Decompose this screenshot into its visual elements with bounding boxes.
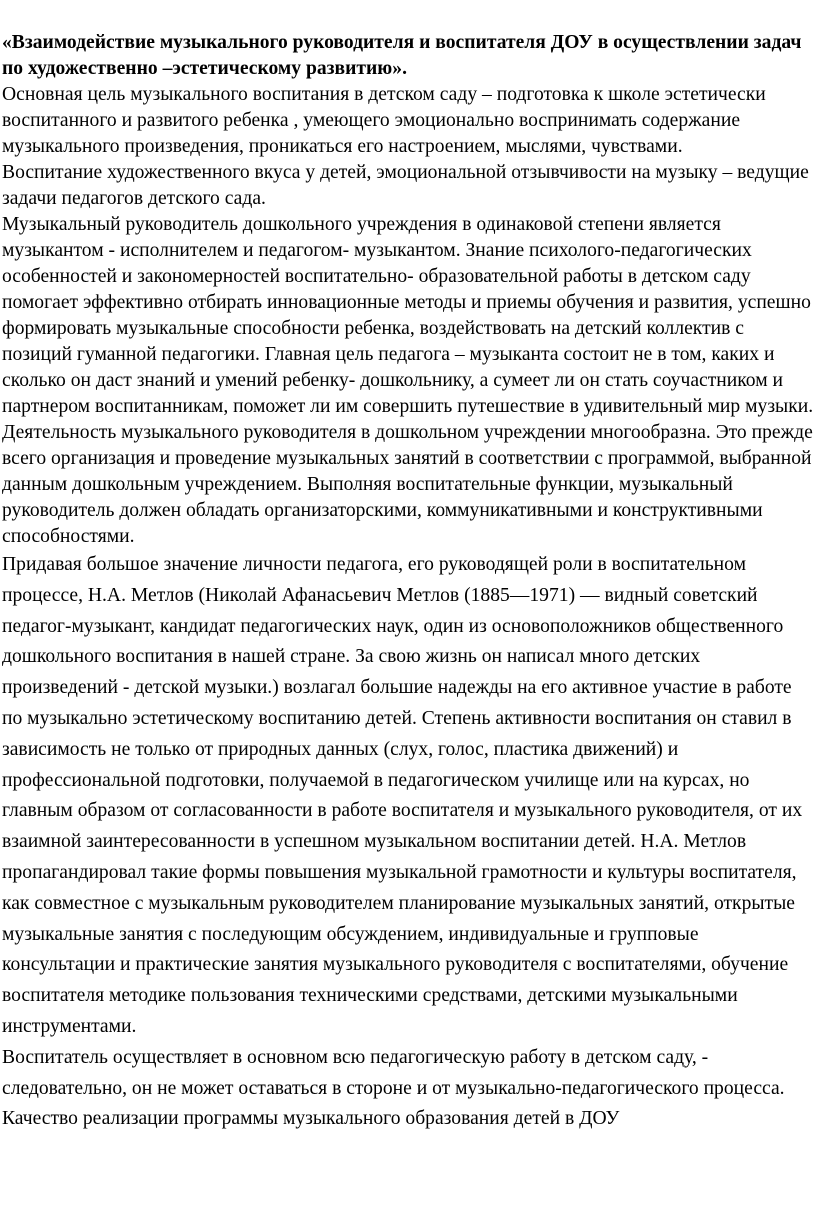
paragraph-goal: Основная цель музыкального воспитания в детском саду – подготовка к школе эстетически воспитанного и развитого ребенка , умеющего эмоционально воспринимать содержание музыкального произведения, проникаться его настроением, мыслями, чувствами. — [2, 84, 766, 157]
paragraph-taste: Воспитание художественного вкуса у детей, эмоциональной отзывчивости на музыку – ведущие задачи педагогов детского сада. — [2, 162, 809, 209]
paragraph-activity: Деятельность музыкального руководителя в дошкольном учреждении многообразна. Это прежде всего организация и проведение музыкальных занятий в соответствии с программой, выбранной данным дошкольным учреждением. Выполняя воспитательные функции, музыкальный руководитель должен обладать организаторскими, коммуникативными и конструктивными способностями. — [2, 422, 813, 547]
document-title: «Взаимодействие музыкального руководителя и воспитателя ДОУ в осуществлении задач по художественно –эстетическому развитию». — [2, 32, 802, 79]
paragraph-music-director: Музыкальный руководитель дошкольного учреждения в одинаковой степени является музыкантом - исполнителем и педагогом- музыкантом. Знание психолого-педагогических особенностей и закономерностей воспитательно- образовательной работы в детском саду помогает эффективно отбирать инновационные методы и приемы обучения и развития, успешно формировать музыкальные способности ребенка, воздействовать на детский коллектив с позиций гуманной педагогики. Главная цель педагога – музыканта состоит не в том, каких и сколько он даст знаний и умений ребенку- дошкольнику, а сумеет ли он стать соучастником и партнером воспитанникам, поможет ли им совершить путешествие в удивительный мир музыки. — [2, 214, 814, 417]
paragraph-educator: Воспитатель осуществляет в основном всю педагогическую работу в детском саду, - следовательно, он не может оставаться в стороне и от музыкально-педагогического процесса. Качество реализации программы музыкального образования детей в ДОУ — [2, 1046, 785, 1130]
paragraph-metlov: Придавая большое значение личности педагога, его руководящей роли в воспитательном процессе, Н.А. Метлов (Николай Афанасьевич Метлов (1885—1971) — видный советский педагог-музыкант, кандидат педагогических наук, один из основоположников общественного дошкольного воспитания в нашей стране. За свою жизнь он написал много детских произведений - детской музыки.) возлагал большие надежды на его активное участие в работе по музыкально эстетическому воспитанию детей. Степень активности воспитания он ставил в зависимость не только от природных данных (слух, голос, пластика движений) и профессиональной подготовки, получаемой в педагогическом училище или на курсах, но главным образом от согласованности в работе воспитателя и музыкального руководителя, от их взаимной заинтересованности в успешном музыкальном воспитании детей. Н.А. Метлов пропагандировал такие формы повышения музыкальной грамотности и культуры воспитателя, как совместное с музыкальным руководителем планирование музыкальных занятий, открытые музыкальные занятия с последующим обсуждением, индивидуальные и групповые консультации и практические занятия музыкального руководителя с воспитателями, обучение воспитателя методике пользования техническими средствами, детскими музыкальными инструментами. — [2, 554, 803, 1037]
